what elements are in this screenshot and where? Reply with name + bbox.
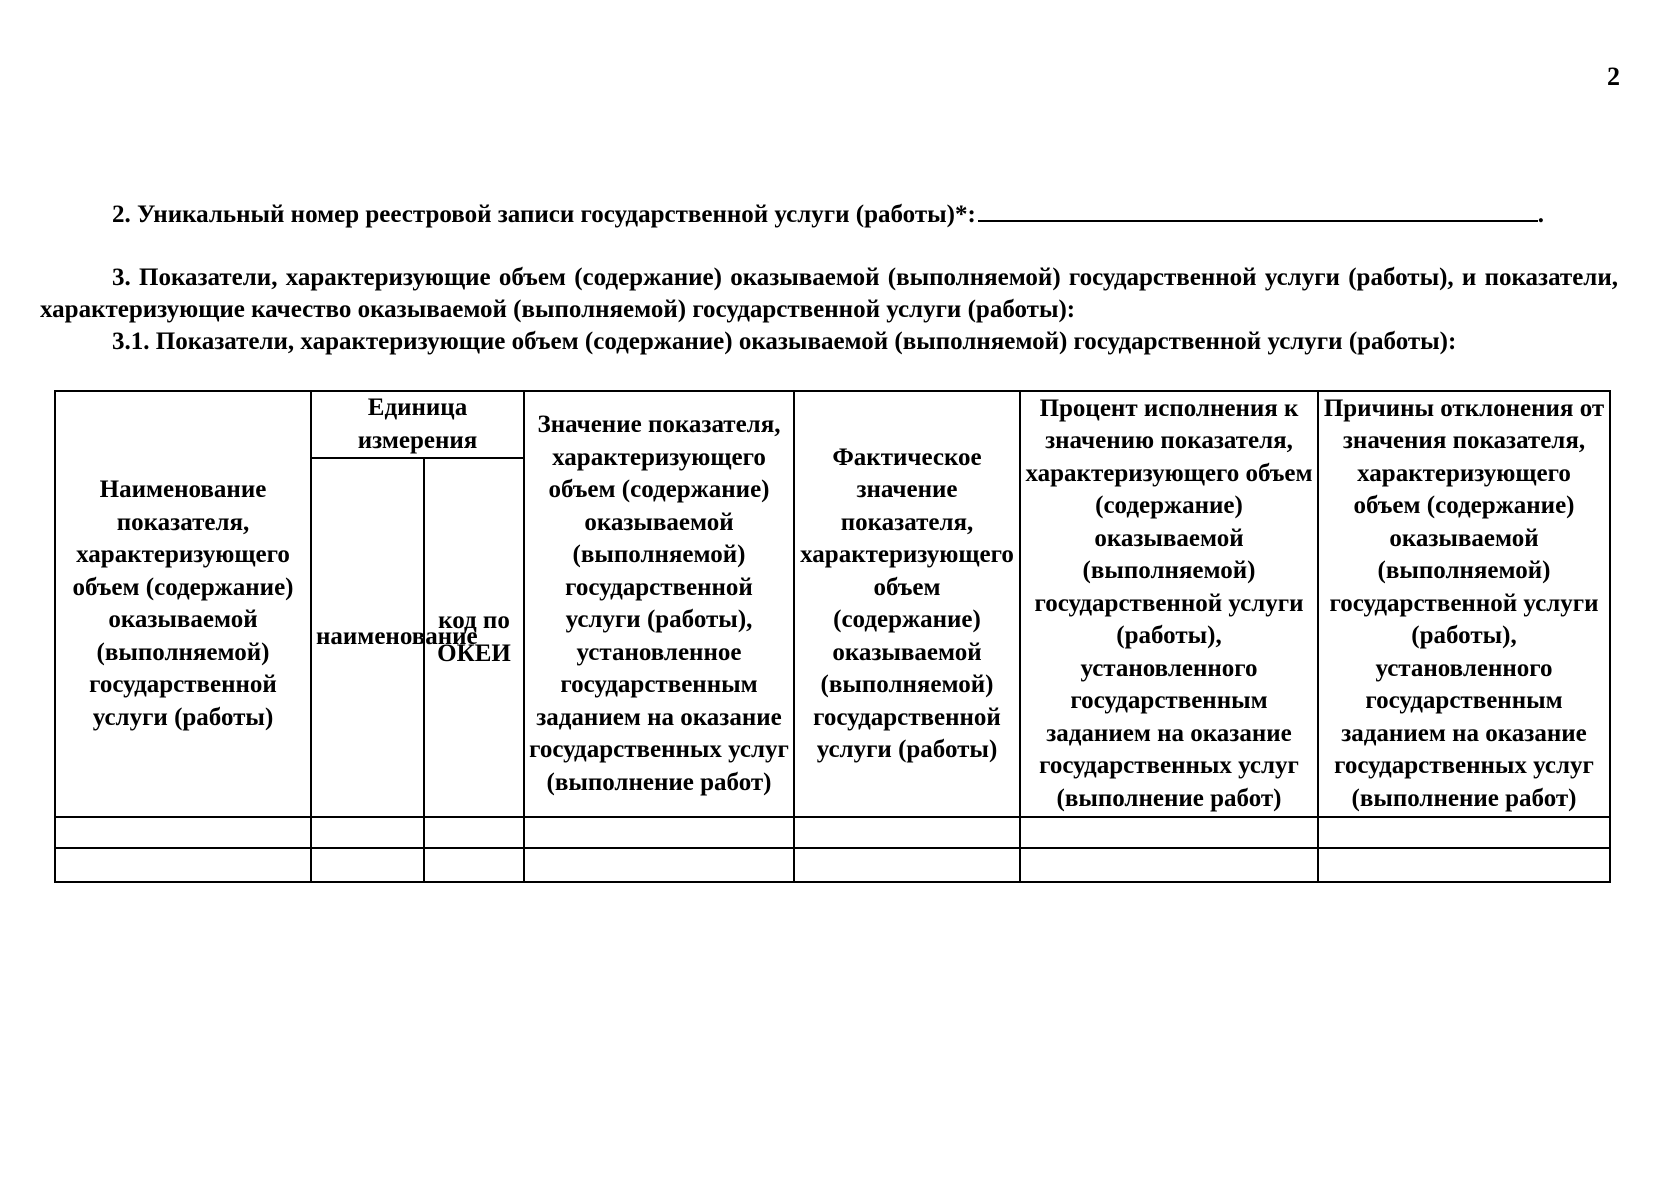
header-unit-code: код по ОКЕИ (424, 458, 524, 817)
header-percent-completion: Процент исполнения к значению показателя, характеризующего объем (содержание) оказываемой (выполняемой) государственной услуги (работы), установленного государственным заданием на оказание государственных услуг (выполнение работ) (1020, 391, 1318, 817)
section-3-1-heading: 3.1. Показатели, характеризующие объем (содержание) оказываемой (выполняемой) государственной услуги (работы): (112, 328, 1457, 355)
volume-indicators-table (54, 390, 1611, 883)
table-cell[interactable] (1318, 817, 1610, 848)
header-indicator-name: Наименование показателя, характеризующего объем (содержание) оказываемой (выполняемой) государственной услуги (работы) (55, 391, 311, 817)
table-header-row-1 (55, 391, 1610, 458)
table-cell[interactable] (1020, 848, 1318, 882)
table-cell[interactable] (424, 817, 524, 848)
table-cell[interactable] (55, 848, 311, 882)
table-cell[interactable] (311, 848, 424, 882)
table-cell[interactable] (524, 817, 794, 848)
header-unit-name: наименование (311, 458, 424, 817)
table-cell[interactable] (794, 817, 1020, 848)
table-cell[interactable] (424, 848, 524, 882)
page-number: 2 (1607, 62, 1620, 91)
header-planned-value: Значение показателя, характеризующего объем (содержание) оказываемой (выполняемой) государственной услуги (работы), установленное государственным заданием на оказание государственных услуг (выполнение работ) (524, 391, 794, 817)
registry-number-blank-field[interactable] (978, 196, 1538, 222)
header-actual-value: Фактическое значение показателя, характеризующего объем (содержание) оказываемой (выполняемой) государственной услуги (работы) (794, 391, 1020, 817)
table-cell[interactable] (1020, 817, 1318, 848)
section-2-registry-number (112, 196, 1544, 231)
header-deviation-reasons: Причины отклонения от значения показателя, характеризующего объем (содержание) оказываемой (выполняемой) государственной услуги (работы), установленного государственным заданием на оказание государственных услуг (выполнение работ) (1318, 391, 1610, 817)
table-cell[interactable] (524, 848, 794, 882)
table-cell[interactable] (311, 817, 424, 848)
table-row (55, 817, 1610, 848)
table-row (55, 848, 1610, 882)
table-cell[interactable] (1318, 848, 1610, 882)
table-cell[interactable] (794, 848, 1020, 882)
header-unit: Единица измерения (311, 391, 524, 458)
section-2-end: . (1537, 201, 1545, 228)
section-2-label: 2. Уникальный номер реестровой записи государственной услуги (работы)*: (112, 201, 976, 228)
table-cell[interactable] (55, 817, 311, 848)
section-3-heading: 3. Показатели, характеризующие объем (содержание) оказываемой (выполняемой) государственной услуги (работы), и показатели, характеризующие качество оказываемой (выполняемой) государственной услуги (работы): (40, 264, 1618, 323)
